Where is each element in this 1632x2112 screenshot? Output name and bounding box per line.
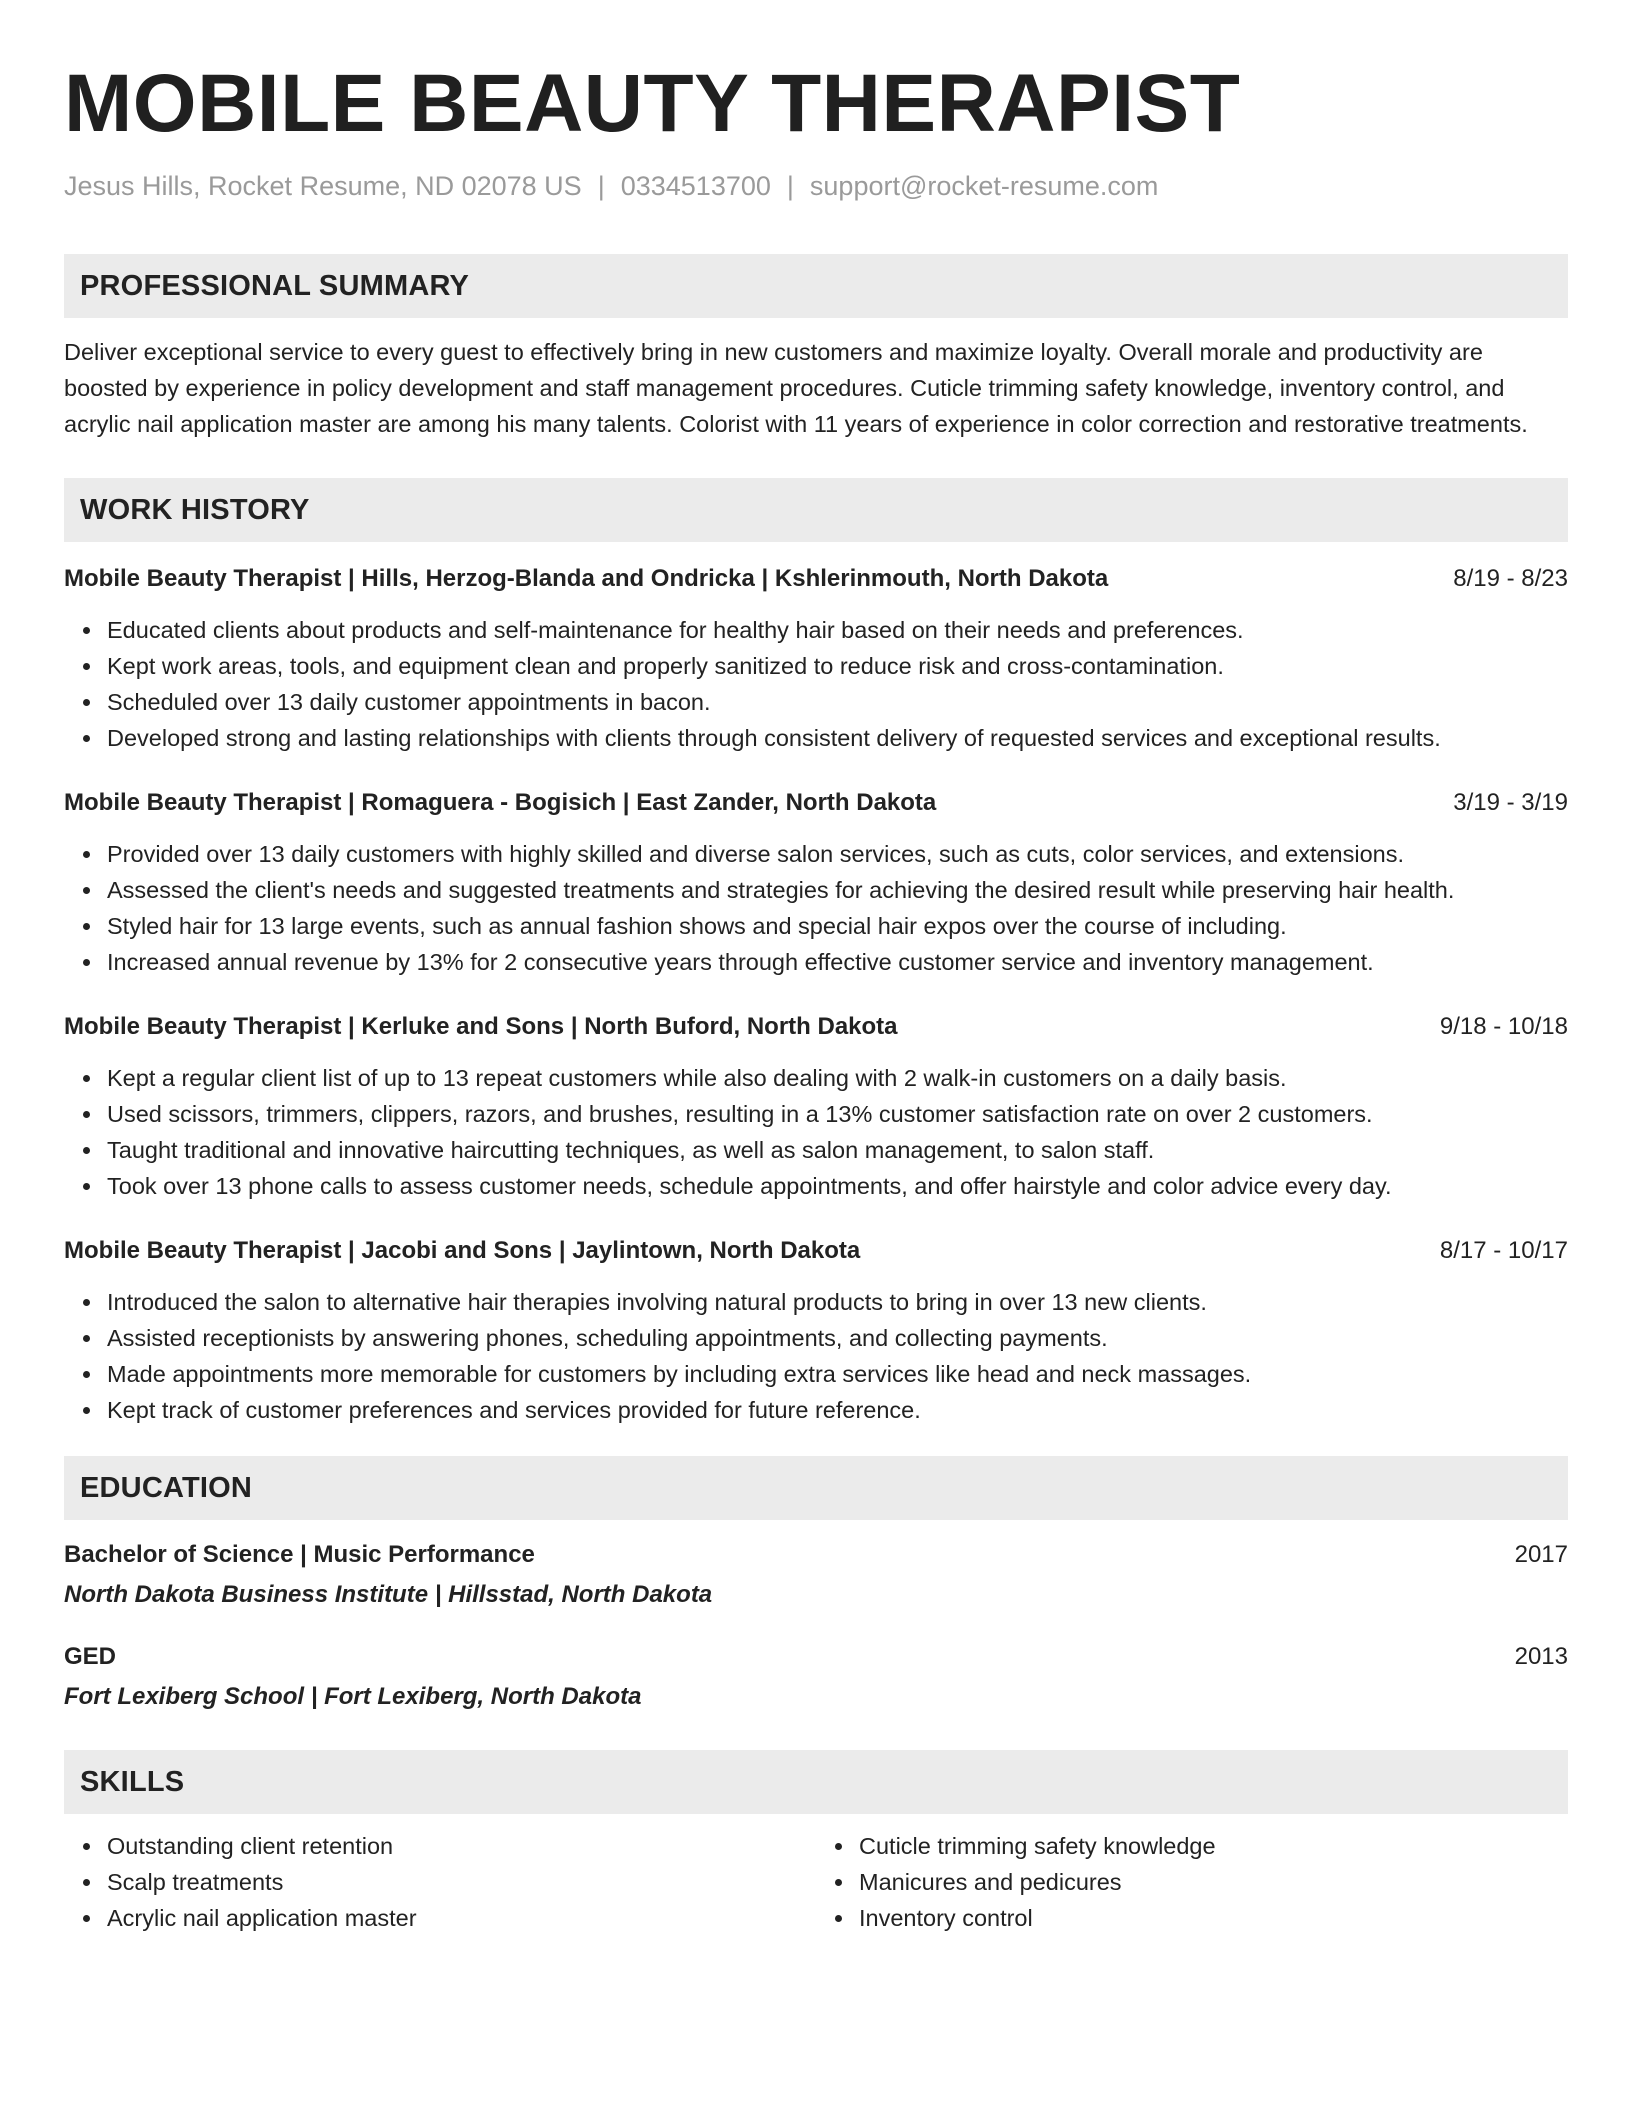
job-dates: 8/19 - 8/23 bbox=[1453, 565, 1568, 592]
job-bullet: Kept a regular client list of up to 13 repeat customers while also dealing with 2 walk-in customers on a daily basis. bbox=[107, 1060, 1568, 1096]
education-heading-row bbox=[64, 1538, 1568, 1572]
job-heading: Mobile Beauty Therapist | Romaguera - Bogisich | East Zander, North Dakota bbox=[64, 789, 937, 816]
job-bullets bbox=[64, 836, 1568, 980]
job-bullet: Developed strong and lasting relationships with clients through consistent delivery of requested services and exceptional results. bbox=[107, 720, 1568, 756]
job-bullet: Increased annual revenue by 13% for 2 consecutive years through effective customer service and inventory management. bbox=[107, 944, 1568, 980]
job-bullet: Scheduled over 13 daily customer appointments in bacon. bbox=[107, 684, 1568, 720]
job-bullet: Assessed the client's needs and suggested treatments and strategies for achieving the desired result while preserving hair health. bbox=[107, 872, 1568, 908]
skill-item: Outstanding client retention bbox=[107, 1828, 816, 1864]
contact-email: support@rocket-resume.com bbox=[809, 171, 1159, 201]
job-bullet: Educated clients about products and self-maintenance for healthy hair based on their needs and preferences. bbox=[107, 612, 1568, 648]
job-heading-row bbox=[64, 1010, 1568, 1044]
section-title-education: EDUCATION bbox=[80, 1471, 253, 1504]
job-bullet: Made appointments more memorable for customers by including extra services like head and neck massages. bbox=[107, 1356, 1568, 1392]
contact-phone: 0334513700 bbox=[620, 171, 771, 201]
job-bullet: Used scissors, trimmers, clippers, razors, and brushes, resulting in a 13% customer satisfaction rate on over 2 customers. bbox=[107, 1096, 1568, 1132]
job-bullet: Took over 13 phone calls to assess customer needs, schedule appointments, and offer hairstyle and color advice every day. bbox=[107, 1168, 1568, 1204]
job-bullet: Assisted receptionists by answering phones, scheduling appointments, and collecting payments. bbox=[107, 1320, 1568, 1356]
education-school: Fort Lexiberg School | Fort Lexiberg, North Dakota bbox=[64, 1683, 642, 1710]
section-header-summary bbox=[64, 254, 1568, 318]
job-bullet: Kept track of customer preferences and services provided for future reference. bbox=[107, 1392, 1568, 1428]
job-heading-row bbox=[64, 786, 1568, 820]
section-title-work-history: WORK HISTORY bbox=[80, 493, 310, 526]
job-bullet: Provided over 13 daily customers with highly skilled and diverse salon services, such as cuts, color services, and extensions. bbox=[107, 836, 1568, 872]
skill-item: Scalp treatments bbox=[107, 1864, 816, 1900]
skills-grid bbox=[64, 1828, 1568, 1936]
section-header-work-history bbox=[64, 478, 1568, 542]
education-entry bbox=[64, 1640, 1568, 1714]
job-entry bbox=[64, 1010, 1568, 1204]
contact-line bbox=[64, 168, 1568, 204]
contact-separator: | bbox=[597, 171, 605, 201]
skill-item: Inventory control bbox=[859, 1900, 1568, 1936]
job-dates: 8/17 - 10/17 bbox=[1439, 1237, 1568, 1264]
education-entry bbox=[64, 1538, 1568, 1612]
job-bullets bbox=[64, 1060, 1568, 1204]
job-bullet: Introduced the salon to alternative hair therapies involving natural products to bring in over 13 new clients. bbox=[107, 1284, 1568, 1320]
job-heading: Mobile Beauty Therapist | Kerluke and Sons | North Buford, North Dakota bbox=[64, 1013, 898, 1040]
job-heading: Mobile Beauty Therapist | Hills, Herzog-Blanda and Ondricka | Kshlerinmouth, North Dakota bbox=[64, 565, 1109, 592]
contact-separator: | bbox=[786, 171, 794, 201]
job-entry bbox=[64, 786, 1568, 980]
job-entry bbox=[64, 562, 1568, 756]
education-degree: GED bbox=[64, 1643, 117, 1670]
job-entry bbox=[64, 1234, 1568, 1428]
job-heading-row bbox=[64, 1234, 1568, 1268]
education-school: North Dakota Business Institute | Hillsstad, North Dakota bbox=[64, 1581, 713, 1608]
job-bullet: Styled hair for 13 large events, such as annual fashion shows and special hair expos over the course of including. bbox=[107, 908, 1568, 944]
section-header-skills bbox=[64, 1750, 1568, 1814]
education-degree: Bachelor of Science | Music Performance bbox=[64, 1541, 535, 1568]
skill-item: Cuticle trimming safety knowledge bbox=[859, 1828, 1568, 1864]
job-dates: 3/19 - 3/19 bbox=[1453, 789, 1568, 816]
job-heading-row bbox=[64, 562, 1568, 596]
skills-column-left bbox=[64, 1828, 816, 1936]
candidate-name: MOBILE BEAUTY THERAPIST bbox=[64, 58, 1241, 149]
job-heading: Mobile Beauty Therapist | Jacobi and Sons | Jaylintown, North Dakota bbox=[64, 1237, 861, 1264]
summary-text: Deliver exceptional service to every guest to effectively bring in new customers and maximize loyalty. Overall morale and productivity are boosted by experience in policy development and staff management procedures. Cuticle trimming safety knowledge, inventory control, and acrylic nail application master are among his many talents. Colorist with 11 years of experience in color correction and restorative treatments. bbox=[64, 339, 1528, 437]
job-bullets bbox=[64, 612, 1568, 756]
job-bullets bbox=[64, 1284, 1568, 1428]
education-heading-row bbox=[64, 1640, 1568, 1674]
education-year: 2013 bbox=[1514, 1643, 1568, 1670]
job-dates: 9/18 - 10/18 bbox=[1439, 1013, 1568, 1040]
section-title-skills: SKILLS bbox=[80, 1765, 185, 1798]
job-bullet: Kept work areas, tools, and equipment clean and properly sanitized to reduce risk and cross-contamination. bbox=[107, 648, 1568, 684]
education-year: 2017 bbox=[1514, 1541, 1568, 1568]
skills-column-right bbox=[816, 1828, 1568, 1936]
contact-address: Jesus Hills, Rocket Resume, ND 02078 US bbox=[64, 171, 582, 201]
job-bullet: Taught traditional and innovative haircutting techniques, as well as salon management, to salon staff. bbox=[107, 1132, 1568, 1168]
section-header-education bbox=[64, 1456, 1568, 1520]
section-title-summary: PROFESSIONAL SUMMARY bbox=[80, 269, 470, 302]
skill-item: Manicures and pedicures bbox=[859, 1864, 1568, 1900]
skill-item: Acrylic nail application master bbox=[107, 1900, 816, 1936]
